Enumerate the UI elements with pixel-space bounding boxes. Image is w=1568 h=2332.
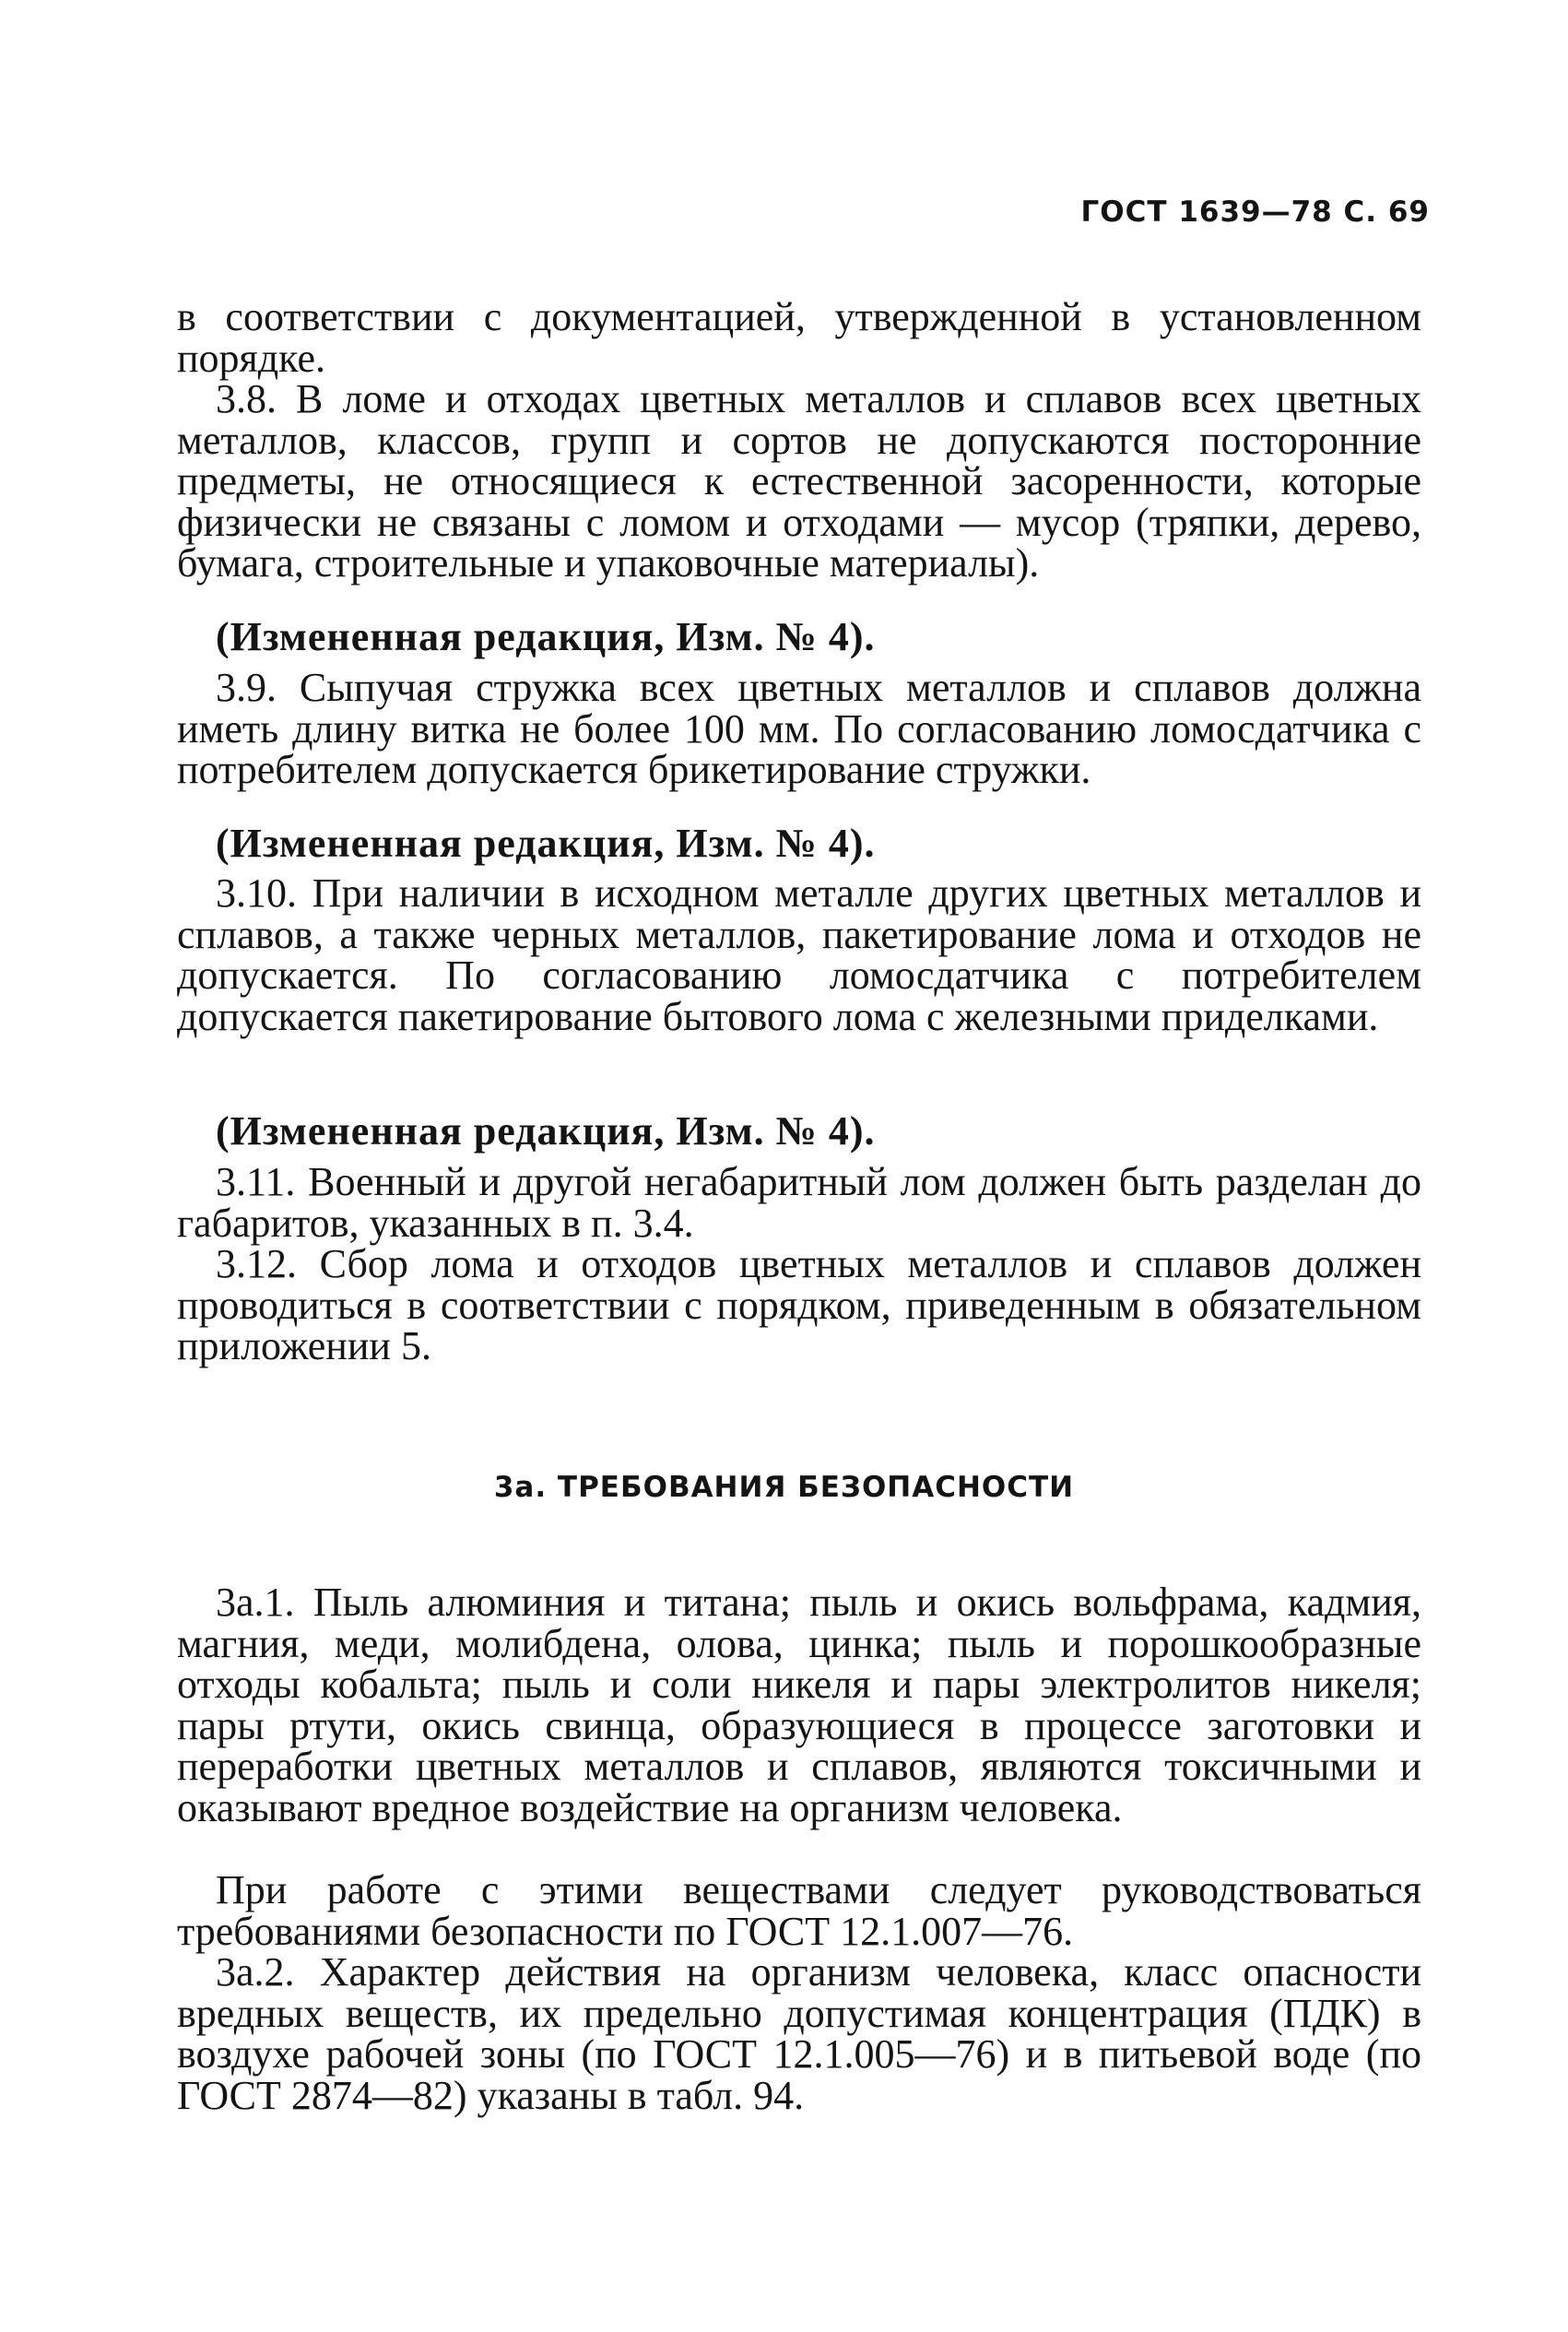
paragraph-3-9: 3.9. Сыпучая стружка всех цветных металлов и сплавов должна иметь длину витка не более 100 мм. По согласованию ломосдатчика с потребителем допускается брикетирование стружки. (177, 665, 1421, 792)
paragraph-3-12: 3.12. Сбор лома и отходов цветных металлов и сплавов должен проводиться в соответствии с порядком, приведенным в обязательном приложении 5. (177, 1241, 1421, 1368)
amendment-note-3: (Измененная редакция, Изм. № 4). (216, 1108, 876, 1154)
amendment-note-1: (Измененная редакция, Изм. № 4). (216, 614, 876, 659)
paragraph-3a-1-guidance: При работе с этими веществами следует руководствоваться требованиями безопасности по ГОСТ 12.1.007—76. (177, 1867, 1421, 1954)
paragraph-continuation: в соответствии с документацией, утвержденной в установленном порядке. (177, 294, 1421, 381)
paragraph-3a-2: 3а.2. Характер действия на организм человека, класс опасности вредных веществ, их предельно допустимая концентрация (ПДК) в воздухе рабочей зоны (по ГОСТ 12.1.005—76) и в питьевой воде (по ГОСТ 2874—82) указаны в табл. 94. (177, 1949, 1421, 2118)
paragraph-3-8: 3.8. В ломе и отходах цветных металлов и сплавов всех цветных металлов, классов, групп и сортов не допускаются посторонние предметы, не относящиеся к естественной засоренности, которые физически не связаны с ломом и отходами — мусор (тряпки, дерево, бумага, строительные и упаковочные материалы). (177, 376, 1421, 586)
paragraph-3-11: 3.11. Военный и другой негабаритный лом должен быть разделан до габаритов, указанных в п. 3.4. (177, 1159, 1421, 1246)
amendment-note-2: (Измененная редакция, Изм. № 4). (216, 821, 876, 866)
running-head: ГОСТ 1639—78 С. 69 (1080, 195, 1430, 229)
paragraph-3a-1: 3а.1. Пыль алюминия и титана; пыль и окись вольфрама, кадмия, магния, меди, молибдена, олова, цинка; пыль и порошкообразные отходы кобальта; пыль и соли никеля и пары электролитов никеля; пары ртути, окись свинца, образующиеся в процессе заготовки и переработки цветных металлов и сплавов, являются токсичными и оказывают вредное воздействие на организм человека. (177, 1580, 1421, 1830)
paragraph-3-10: 3.10. При наличии в исходном металле других цветных металлов и сплавов, а также черных металлов, пакетирование лома и отходов не допускается. По согласованию ломосдатчика с потребителем допускается пакетирование бытового лома с железными приделками. (177, 870, 1421, 1039)
section-title: 3а. ТРЕБОВАНИЯ БЕЗОПАСНОСТИ (493, 1471, 1075, 1504)
